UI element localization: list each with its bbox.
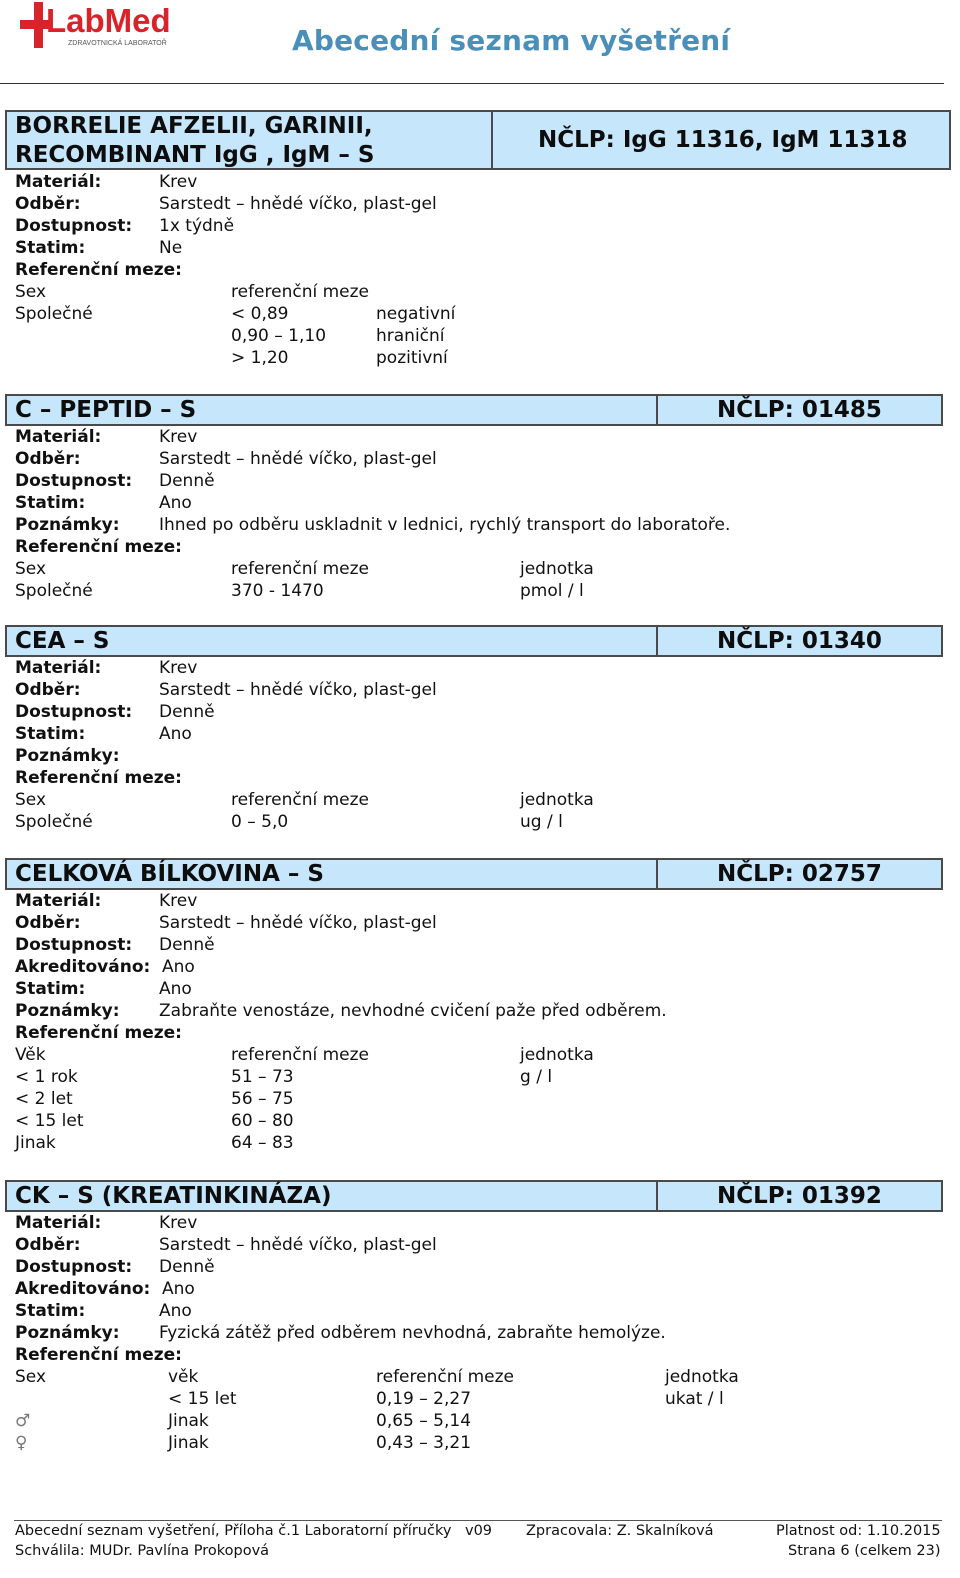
statim-value: Ano — [159, 724, 192, 744]
odber-label: Odběr: — [15, 449, 81, 469]
odber-value: Sarstedt – hnědé víčko, plast-gel — [159, 194, 437, 214]
statim-label: Statim: — [15, 238, 86, 258]
akreditovano-label: Akreditováno: — [15, 957, 151, 977]
ref-header: referenční meze — [231, 559, 370, 579]
dostupnost-value: Denně — [159, 1257, 215, 1277]
poznamky-label: Poznámky: — [15, 1323, 120, 1343]
statim-label: Statim: — [15, 1301, 86, 1321]
svg-text:LabMed: LabMed — [46, 2, 171, 39]
akreditovano-value: Ano — [162, 957, 195, 977]
ref-header: věk — [168, 1367, 199, 1387]
footer-version: v09 — [465, 1523, 493, 1539]
ref-cell: 0,90 – 1,10 — [231, 326, 327, 346]
poznamky-label: Poznámky: — [15, 746, 120, 766]
akreditovano-value: Ano — [162, 1279, 195, 1299]
ref-cell: hraniční — [376, 326, 445, 346]
dostupnost-label: Dostupnost: — [15, 1257, 133, 1277]
ref-cell: > 1,20 — [231, 348, 289, 368]
material-value: Krev — [159, 427, 198, 447]
ref-label: Referenční meze: — [15, 260, 182, 280]
dostupnost-label: Dostupnost: — [15, 935, 133, 955]
footer-page: Strana 6 (celkem 23) — [788, 1543, 941, 1559]
header-divider — [0, 83, 944, 84]
ref-header: jednotka — [520, 559, 594, 579]
nclp-code: NČLP: IgG 11316, IgM 11318 — [538, 127, 908, 153]
odber-value: Sarstedt – hnědé víčko, plast-gel — [159, 449, 437, 469]
labmed-logo — [20, 2, 200, 52]
ref-cell: 0,65 – 5,14 — [376, 1411, 472, 1431]
footer-approved: Schválila: MUDr. Pavlína Prokopová — [15, 1543, 270, 1559]
poznamky-value: Fyzická zátěž před odběrem nevhodná, zabraňte hemolýze. — [159, 1323, 666, 1343]
ref-cell: 370 - 1470 — [231, 581, 324, 601]
odber-label: Odběr: — [15, 913, 81, 933]
ref-cell: Společné — [15, 812, 93, 832]
ref-cell: 0 – 5,0 — [231, 812, 289, 832]
ref-header: Sex — [15, 282, 47, 302]
odber-label: Odběr: — [15, 1235, 81, 1255]
ref-label: Referenční meze: — [15, 1023, 182, 1043]
test-name: CEA – S — [15, 628, 110, 654]
footer-divider — [14, 1520, 942, 1521]
ref-header: jednotka — [520, 1045, 594, 1065]
ref-header: referenční meze — [231, 1045, 370, 1065]
ref-cell: 60 – 80 — [231, 1111, 294, 1131]
statim-label: Statim: — [15, 493, 86, 513]
nclp-code: NČLP: 01340 — [717, 628, 882, 654]
ref-cell: < 0,89 — [231, 304, 289, 324]
ref-cell: < 2 let — [15, 1089, 73, 1109]
material-label: Materiál: — [15, 658, 102, 678]
labmed-logo-graphic — [20, 2, 200, 52]
dostupnost-label: Dostupnost: — [15, 702, 133, 722]
ref-label: Referenční meze: — [15, 1345, 182, 1365]
test-name: CELKOVÁ BÍLKOVINA – S — [15, 861, 324, 887]
ref-cell: pmol / l — [520, 581, 584, 601]
ref-header: jednotka — [665, 1367, 739, 1387]
material-label: Materiál: — [15, 891, 102, 911]
ref-cell: 51 – 73 — [231, 1067, 294, 1087]
nclp-code: NČLP: 01485 — [717, 397, 882, 423]
footer-doc: Abecední seznam vyšetření, Příloha č.1 Laboratorní příručky — [15, 1523, 452, 1539]
ref-cell: 0,19 – 2,27 — [376, 1389, 472, 1409]
nclp-code: NČLP: 02757 — [717, 861, 882, 887]
odber-label: Odběr: — [15, 194, 81, 214]
statim-value: Ano — [159, 979, 192, 999]
odber-value: Sarstedt – hnědé víčko, plast-gel — [159, 913, 437, 933]
statim-value: Ne — [159, 238, 183, 258]
ref-cell: g / l — [520, 1067, 553, 1087]
dostupnost-value: 1x týdně — [159, 216, 235, 236]
female-symbol-icon: ♀ — [15, 1433, 28, 1453]
footer-valid: Platnost od: 1.10.2015 — [776, 1523, 941, 1539]
material-value: Krev — [159, 1213, 198, 1233]
ref-header: referenční meze — [376, 1367, 515, 1387]
dostupnost-value: Denně — [159, 702, 215, 722]
material-label: Materiál: — [15, 427, 102, 447]
material-value: Krev — [159, 658, 198, 678]
male-symbol-icon: ♂ — [15, 1411, 31, 1431]
ref-cell: Jinak — [15, 1133, 56, 1153]
ref-cell: 0,43 – 3,21 — [376, 1433, 472, 1453]
ref-cell: < 15 let — [168, 1389, 237, 1409]
nclp-code: NČLP: 01392 — [717, 1183, 882, 1209]
test-name: RECOMBINANT IgG , IgM – S — [15, 142, 375, 168]
ref-cell: 64 – 83 — [231, 1133, 294, 1153]
document-title: Abecední seznam vyšetření — [292, 24, 731, 57]
ref-cell: < 1 rok — [15, 1067, 78, 1087]
dostupnost-value: Denně — [159, 935, 215, 955]
footer-prepared: Zpracovala: Z. Skalníková — [526, 1523, 714, 1539]
statim-label: Statim: — [15, 979, 86, 999]
ref-cell: Jinak — [168, 1433, 209, 1453]
statim-label: Statim: — [15, 724, 86, 744]
dostupnost-label: Dostupnost: — [15, 216, 133, 236]
dostupnost-label: Dostupnost: — [15, 471, 133, 491]
akreditovano-label: Akreditováno: — [15, 1279, 151, 1299]
ref-header: Sex — [15, 790, 47, 810]
ref-header: jednotka — [520, 790, 594, 810]
odber-value: Sarstedt – hnědé víčko, plast-gel — [159, 680, 437, 700]
ref-label: Referenční meze: — [15, 537, 182, 557]
dostupnost-value: Denně — [159, 471, 215, 491]
ref-cell: pozitivní — [376, 348, 448, 368]
svg-text:ZDRAVOTNICKÁ LABORATOŘ: ZDRAVOTNICKÁ LABORATOŘ — [68, 40, 167, 47]
ref-header: Sex — [15, 559, 47, 579]
material-value: Krev — [159, 891, 198, 911]
ref-cell: ug / l — [520, 812, 563, 832]
ref-cell: Společné — [15, 581, 93, 601]
ref-cell: ukat / l — [665, 1389, 724, 1409]
ref-label: Referenční meze: — [15, 768, 182, 788]
ref-header: Věk — [15, 1045, 46, 1065]
odber-value: Sarstedt – hnědé víčko, plast-gel — [159, 1235, 437, 1255]
material-value: Krev — [159, 172, 198, 192]
ref-cell: Společné — [15, 304, 93, 324]
ref-header: referenční meze — [231, 282, 370, 302]
material-label: Materiál: — [15, 1213, 102, 1233]
poznamky-value: Ihned po odběru uskladnit v lednici, rychlý transport do laboratoře. — [159, 515, 731, 535]
odber-label: Odběr: — [15, 680, 81, 700]
statim-value: Ano — [159, 493, 192, 513]
test-name: C – PEPTID – S — [15, 397, 197, 423]
statim-value: Ano — [159, 1301, 192, 1321]
ref-header: Sex — [15, 1367, 47, 1387]
poznamky-value: Zabraňte venostáze, nevhodné cvičení paže před odběrem. — [159, 1001, 667, 1021]
ref-cell: < 15 let — [15, 1111, 84, 1131]
poznamky-label: Poznámky: — [15, 515, 120, 535]
ref-cell: negativní — [376, 304, 456, 324]
material-label: Materiál: — [15, 172, 102, 192]
ref-cell: 56 – 75 — [231, 1089, 294, 1109]
test-name: BORRELIE AFZELII, GARINII, — [15, 113, 373, 139]
poznamky-label: Poznámky: — [15, 1001, 120, 1021]
ref-cell: Jinak — [168, 1411, 209, 1431]
test-name: CK – S (KREATINKINÁZA) — [15, 1183, 332, 1209]
ref-header: referenční meze — [231, 790, 370, 810]
